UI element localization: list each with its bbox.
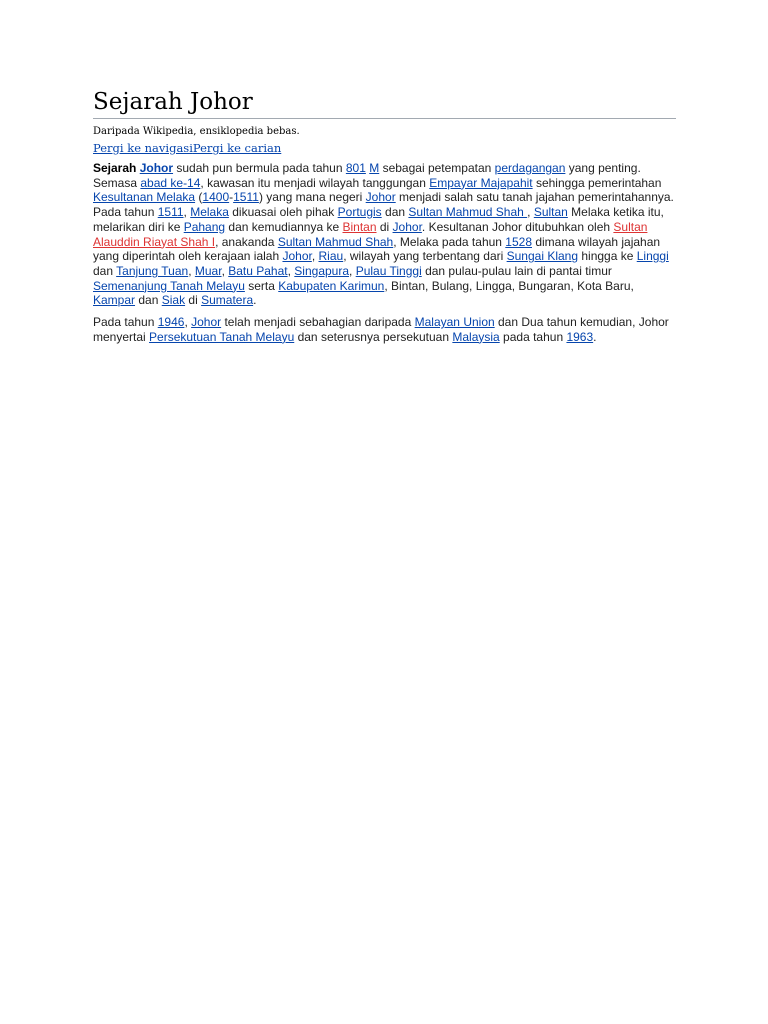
bold-term: Sejarah — [93, 161, 137, 175]
article-link[interactable]: Sumatera — [201, 293, 254, 308]
article-link[interactable]: Pulau Tinggi — [355, 263, 422, 278]
article-link[interactable]: Batu Pahat — [228, 263, 288, 278]
article-link[interactable]: perdagangan — [494, 161, 566, 175]
article-link[interactable]: Siak — [161, 293, 186, 308]
article-link[interactable]: Sungai Klang — [506, 249, 579, 264]
article-link[interactable]: Kampar — [93, 293, 136, 308]
article-link[interactable]: 1400 — [202, 190, 230, 205]
article-link[interactable]: Johor — [191, 315, 222, 330]
article-link[interactable]: 1946 — [157, 315, 185, 330]
red-link[interactable]: Sultan Alauddin Riayat Shah I — [93, 219, 648, 249]
paragraph-2: Pada tahun 1946, Johor telah menjadi sebahagian daripada Malayan Union dan Dua tahun kemudian, Johor menyertai Persekutuan Tanah Melayu dan seterusnya persekutuan Malaysia pada tahun 1963. — [93, 315, 669, 344]
red-link[interactable]: Bintan — [342, 219, 377, 234]
article-link[interactable]: Kesultanan Melaka — [93, 190, 196, 205]
article-link[interactable]: M — [369, 161, 380, 175]
article-page — [93, 86, 676, 344]
article-link[interactable]: Sultan Mahmud Shah — [277, 234, 394, 249]
page-title: Sejarah Johor — [93, 86, 676, 119]
article-link[interactable]: Semenanjung Tanah Melayu — [93, 278, 245, 293]
article-link[interactable]: Portugis — [337, 205, 382, 220]
article-link[interactable]: Linggi — [636, 249, 669, 264]
article-link[interactable]: Johor — [139, 161, 174, 175]
article-link[interactable]: Sultan Mahmud Shah — [408, 205, 528, 220]
article-link[interactable]: Persekutuan Tanah Melayu — [149, 329, 295, 344]
article-link[interactable]: Johor — [282, 249, 312, 264]
page-subtitle: Daripada Wikipedia, ensiklopedia bebas. — [93, 126, 300, 137]
article-link[interactable]: Johor — [365, 190, 396, 205]
article-link[interactable]: Singapura — [294, 263, 350, 278]
article-link[interactable]: abad ke-14 — [140, 175, 201, 190]
article-link[interactable]: 1511 — [233, 190, 259, 205]
article-link[interactable]: Malayan Union — [414, 315, 495, 330]
jump-to-navigation-link[interactable]: Pergi ke navigasi — [93, 141, 193, 155]
article-link[interactable]: Pahang — [183, 219, 226, 234]
article-link[interactable]: Kabupaten Karimun — [278, 278, 385, 293]
jump-to-search-link[interactable]: Pergi ke carian — [192, 141, 282, 155]
paragraph-1: Sejarah Johor sudah pun bermula pada tahun 801 M sebagai petempatan perdagangan yang penting. Semasa abad ke-14, kawasan itu menjadi wilayah tanggungan Empayar Majapahit sehingga pemerintahan Kesultanan Melaka (1400-1511) yang mana negeri Johor menjadi salah satu tanah jajahan pemerintahannya. Pada tahun 1511, Melaka dikuasai oleh pihak Portugis dan Sultan Mahmud Shah , Sultan Melaka ketika itu, melarikan diri ke Pahang dan kemudiannya ke Bintan di Johor. Kesultanan Johor ditubuhkan oleh Sultan Alauddin Riayat Shah I, anakanda Sultan Mahmud Shah, Melaka pada tahun 1528 dimana wilayah jajahan yang diperintah oleh kerajaan ialah Johor, Riau, wilayah yang terbentang dari Sungai Klang hingga ke Linggi dan Tanjung Tuan, Muar, Batu Pahat, Singapura, Pulau Tinggi dan pulau-pulau lain di pantai timur Semenanjung Tanah Melayu serta Kabupaten Karimun, Bintan, Bulang, Lingga, Bungaran, Kota Baru, Kampar dan Siak di Sumatera. — [93, 161, 674, 308]
article-link[interactable]: Tanjung Tuan — [116, 263, 189, 278]
article-link[interactable]: Johor — [392, 219, 422, 234]
article-link[interactable]: Malaysia — [452, 329, 500, 344]
article-link[interactable]: Muar — [194, 263, 222, 278]
article-link[interactable]: Riau — [318, 249, 344, 264]
article-link[interactable]: 1511 — [157, 205, 184, 220]
bold-link-wrapper — [140, 161, 173, 175]
article-link[interactable]: Melaka — [190, 205, 229, 220]
article-link[interactable]: 801 — [345, 161, 366, 175]
article-link[interactable]: 1528 — [505, 234, 532, 249]
article-link[interactable]: 1963 — [566, 329, 594, 344]
article-link[interactable]: Sultan — [533, 205, 568, 220]
article-link[interactable]: Empayar Majapahit — [429, 175, 533, 190]
jump-links — [93, 140, 676, 156]
